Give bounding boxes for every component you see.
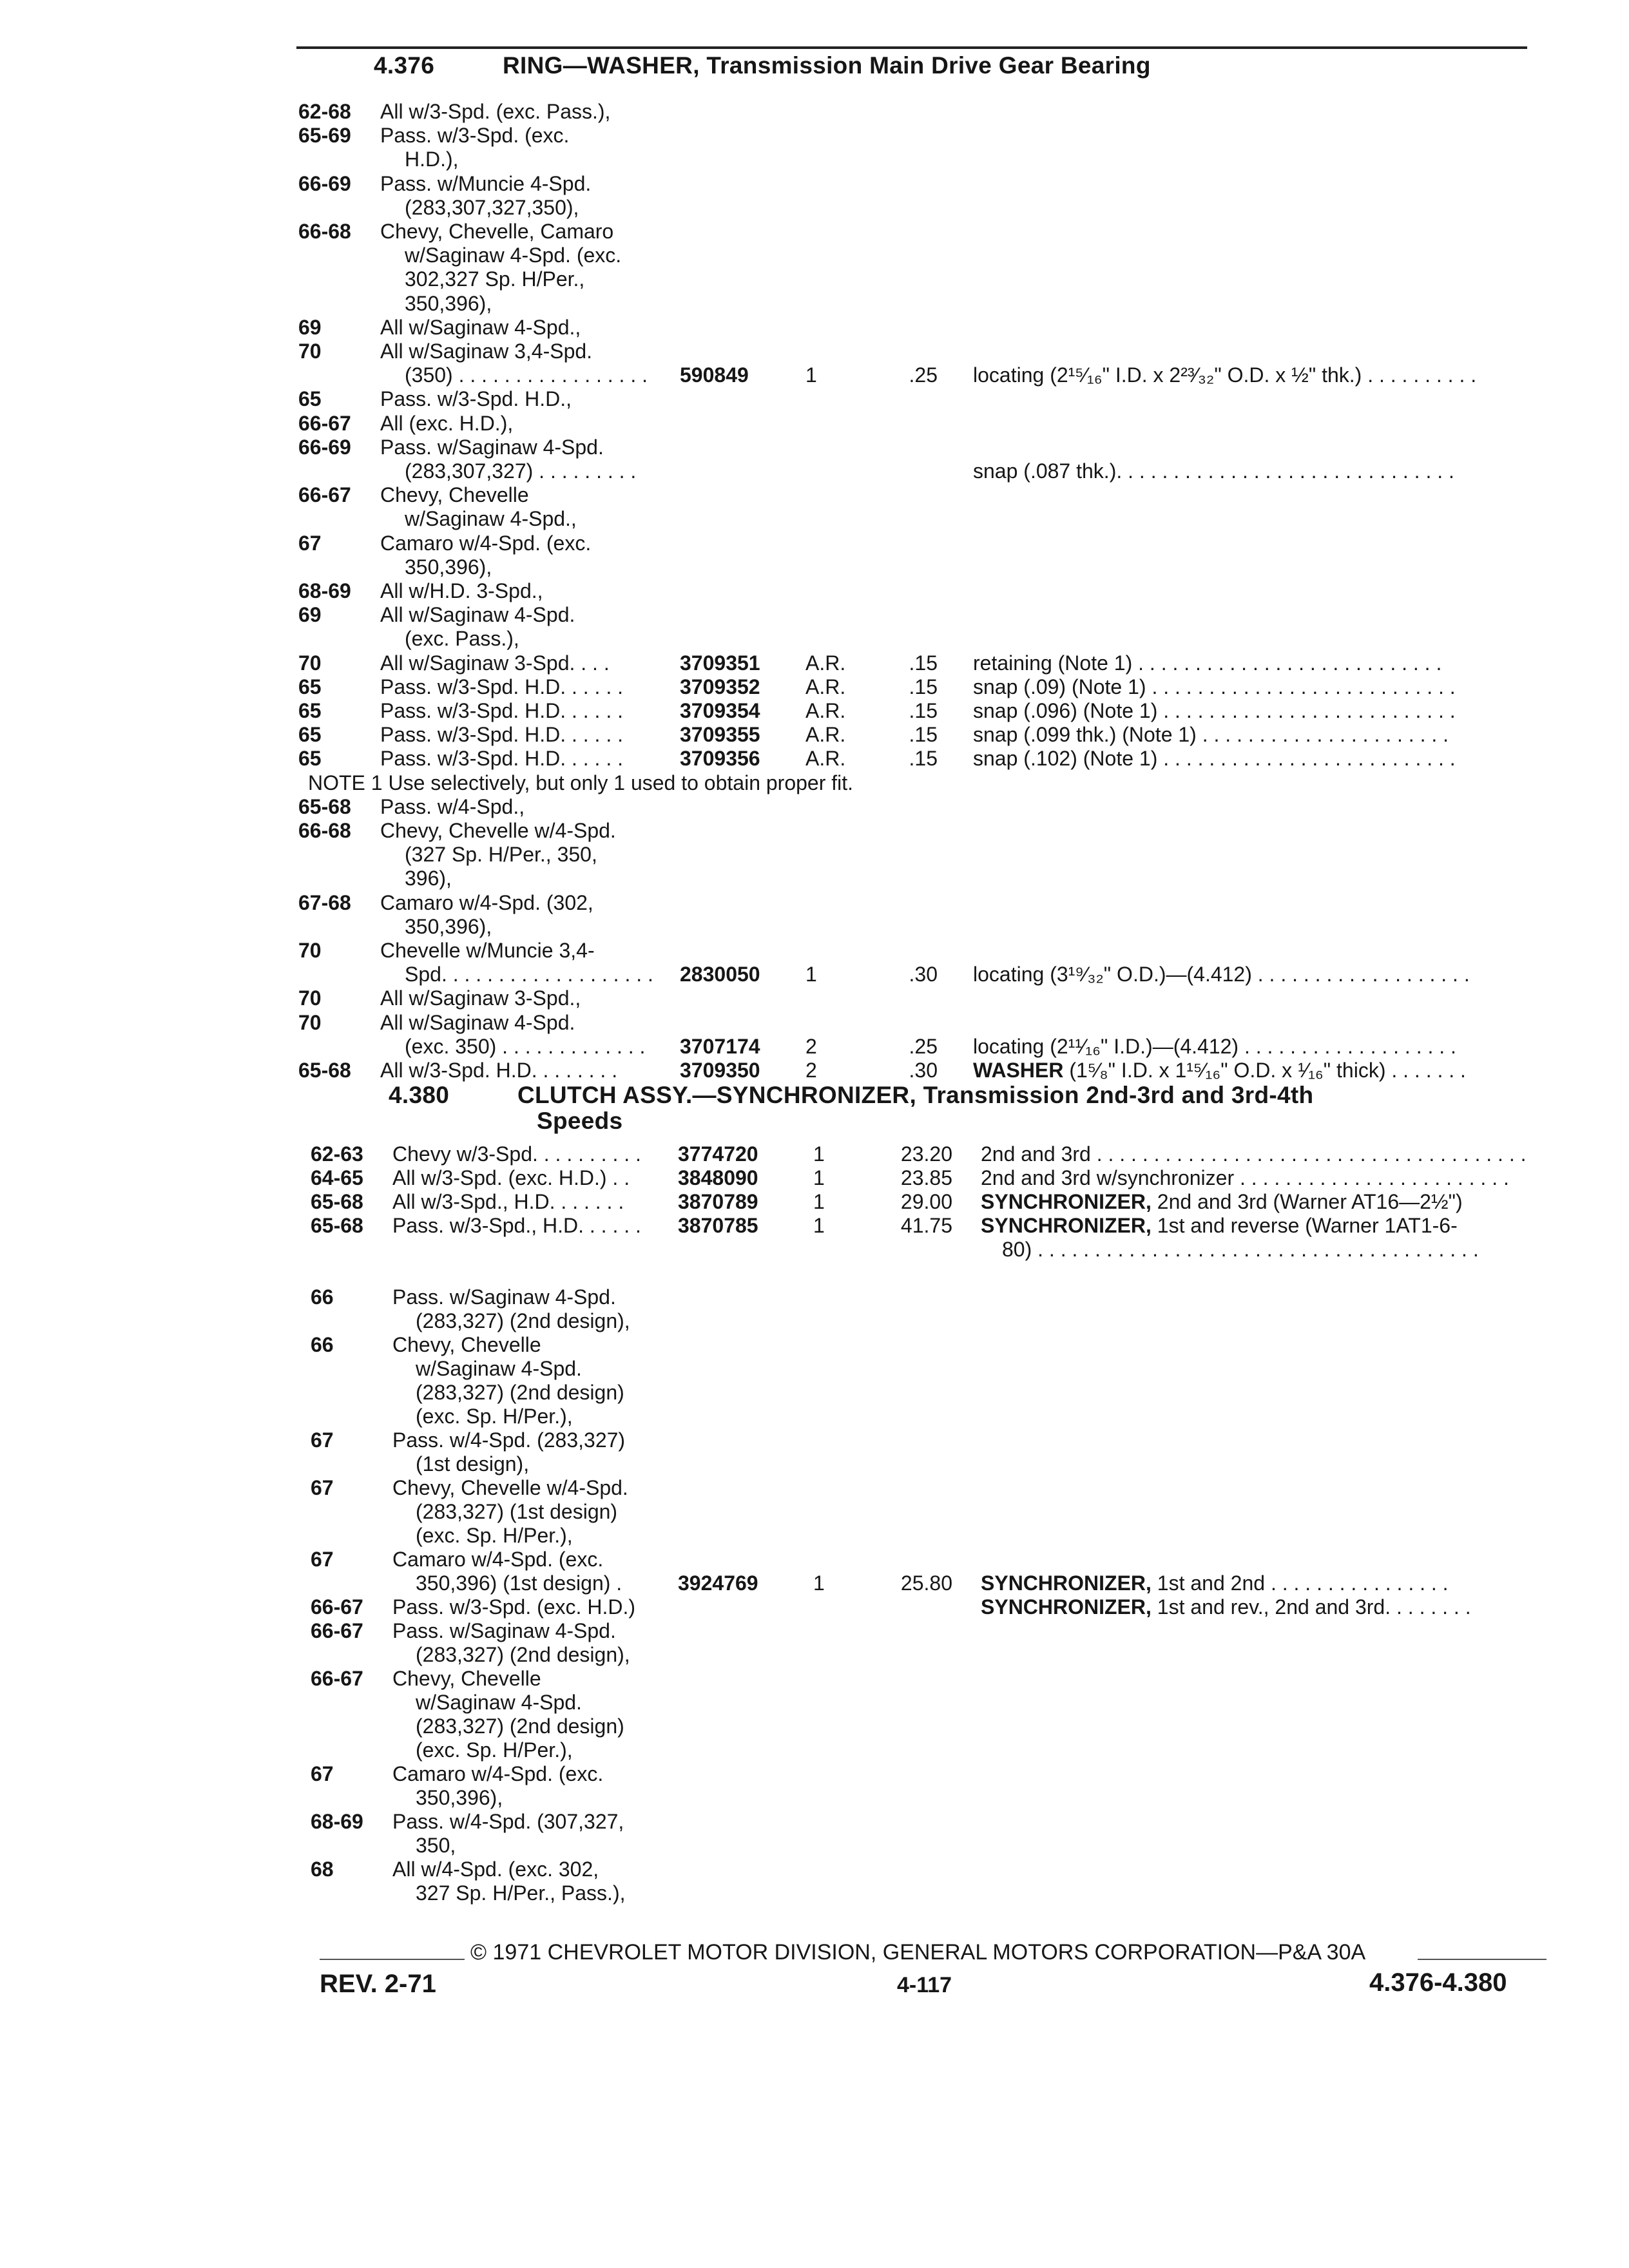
quantity: 2 [805, 1035, 817, 1058]
application-text: w/Saginaw 4-Spd. [416, 1691, 582, 1714]
table-row [0, 100, 1629, 124]
model-years: 66-68 [298, 220, 351, 243]
table-row [0, 220, 1629, 244]
model-years: 65 [298, 387, 322, 410]
footer-rule-left [320, 1959, 465, 1960]
application-text: Chevy, Chevelle [380, 483, 529, 506]
model-years: 65-68 [298, 795, 351, 818]
application-text: Pass. w/Saginaw 4-Spd. [380, 436, 604, 459]
table-row [0, 267, 1629, 291]
part-description [981, 1595, 1471, 1619]
table-row [0, 699, 1629, 723]
table-row [0, 1142, 1629, 1166]
part-description [981, 1190, 1463, 1214]
table-row [0, 867, 1629, 890]
table-row [0, 1619, 1629, 1643]
quantity: A.R. [805, 675, 846, 698]
part-number: 3870789 [678, 1190, 758, 1213]
table-row [0, 124, 1629, 148]
table-row [0, 963, 1629, 986]
application-text: (exc. 350) . . . . . . . . . . . . . [405, 1035, 646, 1058]
application-text: H.D.), [405, 148, 459, 171]
model-years: 70 [298, 1011, 322, 1034]
table-row [0, 1524, 1629, 1548]
application-text: Pass. w/3-Spd. (exc. [380, 124, 570, 147]
part-description [981, 1214, 1458, 1238]
quantity: 1 [805, 363, 817, 387]
table-row [0, 1285, 1629, 1309]
part-number: 3709351 [680, 651, 760, 675]
quantity: 1 [813, 1214, 825, 1237]
table-row [0, 1667, 1629, 1691]
part-description: snap (.09) (Note 1) . . . . . . . . . . . . . . . . . . . . . . . . . . . [973, 675, 1456, 698]
table-row [0, 1738, 1629, 1762]
application-text: 350,396), [405, 915, 492, 938]
quantity: 1 [813, 1571, 825, 1595]
application-text: w/Saginaw 4-Spd., [405, 507, 577, 530]
model-years: 65 [298, 747, 322, 770]
application-text: (1st design), [416, 1452, 530, 1475]
application-text: All (exc. H.D.), [380, 412, 514, 435]
section-number: 4.380 [389, 1082, 450, 1108]
model-years: 66-69 [298, 436, 351, 459]
quantity: 1 [813, 1166, 825, 1189]
price: .30 [909, 1059, 938, 1082]
table-row [0, 1786, 1629, 1810]
part-description: 80) . . . . . . . . . . . . . . . . . . . . . . . . . . . . . . . . . . . . . . . [1002, 1238, 1479, 1261]
price: .25 [909, 1035, 938, 1058]
price: .15 [909, 747, 938, 770]
part-number: 3709352 [680, 675, 760, 698]
table-row [0, 1881, 1629, 1905]
section-range: 4.376-4.380 [1369, 1968, 1507, 1997]
table-row [0, 292, 1629, 316]
application-text: Pass. w/4-Spd. (307,327, [392, 1810, 624, 1833]
application-text: Pass. w/3-Spd., H.D. . . . . . [392, 1214, 641, 1237]
model-years: 65 [298, 723, 322, 746]
application-text: (283,327) (1st design) [416, 1500, 618, 1523]
quantity: 1 [813, 1142, 825, 1166]
table-row [0, 1035, 1629, 1059]
table-row [0, 603, 1629, 627]
table-row [0, 244, 1629, 267]
application-text: 302,327 Sp. H/Per., [405, 267, 585, 291]
application-text: Chevy, Chevelle [392, 1333, 541, 1356]
application-text: (350) . . . . . . . . . . . . . . . . . [405, 363, 648, 387]
table-row [0, 723, 1629, 747]
table-row [0, 363, 1629, 387]
application-text: (exc. Sp. H/Per.), [416, 1524, 573, 1547]
part-description: snap (.096) (Note 1) . . . . . . . . . . . . . . . . . . . . . . . . . . [973, 699, 1456, 722]
model-years: 67 [311, 1548, 334, 1571]
table-row [0, 891, 1629, 915]
table-row [0, 1476, 1629, 1500]
price: .15 [909, 699, 938, 722]
table-row [0, 1571, 1629, 1595]
part-description-text: 1st and rev., 2nd and 3rd. . . . . . . . [1151, 1595, 1471, 1619]
model-years: 67 [311, 1476, 334, 1499]
application-text: Pass. w/Muncie 4-Spd. [380, 172, 592, 195]
application-text: 350,396), [416, 1786, 503, 1809]
table-row [0, 1011, 1629, 1035]
model-years: 66-67 [311, 1667, 363, 1690]
application-text: w/Saginaw 4-Spd. (exc. [405, 244, 622, 267]
part-number: 3848090 [678, 1166, 758, 1189]
price: 29.00 [900, 1190, 952, 1213]
application-text: (327 Sp. H/Per., 350, [405, 843, 597, 866]
table-row [0, 316, 1629, 340]
part-description-text: (1⁵⁄₈" I.D. x 1¹⁵⁄₁₆" O.D. x ¹⁄₁₆" thick) . . . . . . . [1063, 1059, 1466, 1082]
part-description-name: WASHER [973, 1059, 1064, 1082]
application-text: (283,327) (2nd design), [416, 1643, 630, 1666]
model-years: 70 [298, 651, 322, 675]
model-years: 67-68 [298, 891, 351, 914]
application-text: (283,327) (2nd design) [416, 1715, 624, 1738]
part-number: 3709355 [680, 723, 760, 746]
application-text: Chevelle w/Muncie 3,4- [380, 939, 595, 962]
model-years: 67 [298, 532, 322, 555]
model-years: 66 [311, 1333, 334, 1356]
model-years: 66-67 [298, 412, 351, 435]
model-years: 66-68 [298, 819, 351, 842]
model-years: 65-68 [311, 1190, 363, 1213]
model-years: 70 [298, 939, 322, 962]
table-row [0, 1309, 1629, 1333]
section-heading-4-376 [374, 53, 1151, 79]
part-number: 3870785 [678, 1214, 758, 1237]
section-title: RING—WASHER, Transmission Main Drive Gear Bearing [503, 52, 1151, 79]
application-text: (283,307,327,350), [405, 196, 579, 219]
part-number: 2830050 [680, 963, 760, 986]
application-text: Chevy, Chevelle w/4-Spd. [380, 819, 616, 842]
model-years: 69 [298, 603, 322, 626]
table-row [0, 507, 1629, 531]
application-text: 327 Sp. H/Per., Pass.), [416, 1881, 626, 1905]
table-row [0, 1715, 1629, 1738]
table-row [0, 1405, 1629, 1428]
application-text: (exc. Pass.), [405, 627, 519, 650]
part-description-text: 2nd and 3rd (Warner AT16—2½") [1151, 1190, 1463, 1213]
table-row [0, 412, 1629, 436]
application-text: Pass. w/3-Spd. H.D. . . . . . [380, 699, 623, 722]
table-row [0, 915, 1629, 939]
application-text: All w/Saginaw 3-Spd., [380, 986, 581, 1010]
table-row [0, 675, 1629, 699]
price: .15 [909, 723, 938, 746]
model-years: 70 [298, 340, 322, 363]
quantity: 2 [805, 1059, 817, 1082]
application-text: Camaro w/4-Spd. (exc. [392, 1762, 604, 1785]
table-row [0, 436, 1629, 459]
table-row [0, 1548, 1629, 1571]
application-text: Pass. w/3-Spd. (exc. H.D.) [392, 1595, 635, 1619]
table-row [0, 172, 1629, 196]
application-text: (283,327) (2nd design) [416, 1381, 624, 1404]
application-text: Pass. w/Saginaw 4-Spd. [392, 1285, 616, 1309]
table-row [0, 1643, 1629, 1667]
table-row [0, 795, 1629, 819]
model-years: 66-67 [311, 1619, 363, 1642]
model-years: 66-69 [298, 172, 351, 195]
part-description: snap (.102) (Note 1) . . . . . . . . . . . . . . . . . . . . . . . . . . [973, 747, 1456, 770]
part-number: 3707174 [680, 1035, 760, 1058]
table-row [0, 1500, 1629, 1524]
application-text: All w/H.D. 3-Spd., [380, 579, 543, 602]
table-row [0, 387, 1629, 411]
application-text: Chevy, Chevelle w/4-Spd. [392, 1476, 628, 1499]
price: .25 [909, 363, 938, 387]
section-number: 4.376 [374, 52, 435, 79]
application-text: All w/3-Spd. H.D. . . . . . . . [380, 1059, 618, 1082]
price: .15 [909, 651, 938, 675]
application-text: All w/3-Spd., H.D. . . . . . . [392, 1190, 624, 1213]
model-years: 66-67 [298, 483, 351, 506]
table-row [0, 1357, 1629, 1381]
application-text: Pass. w/3-Spd. H.D. . . . . . [380, 675, 623, 698]
table-row [0, 1190, 1629, 1214]
application-text: (exc. Sp. H/Per.), [416, 1405, 573, 1428]
price: .30 [909, 963, 938, 986]
part-number: 3774720 [678, 1142, 758, 1166]
table-row [0, 1762, 1629, 1786]
table-row [0, 986, 1629, 1010]
application-text: All w/4-Spd. (exc. 302, [392, 1858, 599, 1881]
part-number: 3709356 [680, 747, 760, 770]
part-description: locating (3¹⁹⁄₃₂" O.D.)—(4.412) . . . . . . . . . . . . . . . . . . . [973, 963, 1470, 986]
application-text: 350,396) (1st design) . [416, 1571, 622, 1595]
part-description-name: SYNCHRONIZER, [981, 1571, 1152, 1595]
table-row [0, 1238, 1629, 1262]
application-text: 350,396), [405, 292, 492, 315]
table-row [0, 1059, 1629, 1082]
note-text: NOTE 1 Use selectively, but only 1 used to obtain proper fit. [308, 771, 854, 794]
application-text: All w/3-Spd. (exc. Pass.), [380, 100, 611, 123]
revision-label: REV. 2-71 [320, 1970, 436, 1998]
table-row [0, 771, 1629, 795]
table-row [0, 939, 1629, 963]
copyright-line: © 1971 CHEVROLET MOTOR DIVISION, GENERAL MOTORS CORPORATION—P&A 30A [470, 1940, 1366, 1965]
table-row [0, 1452, 1629, 1476]
price: .15 [909, 675, 938, 698]
application-text: Pass. w/4-Spd. (283,327) [392, 1428, 626, 1452]
table-row [0, 1858, 1629, 1881]
quantity: 1 [813, 1190, 825, 1213]
part-description: snap (.087 thk.). . . . . . . . . . . . . . . . . . . . . . . . . . . . . . [973, 459, 1454, 483]
model-years: 66-67 [311, 1595, 363, 1619]
part-number: 3709354 [680, 699, 760, 722]
model-years: 68 [311, 1858, 334, 1881]
part-description: snap (.099 thk.) (Note 1) . . . . . . . . . . . . . . . . . . . . . . [973, 723, 1449, 746]
section-title-continued: Speeds [537, 1108, 623, 1134]
application-text: All w/Saginaw 3,4-Spd. [380, 340, 593, 363]
table-row [0, 483, 1629, 507]
application-text: 350, [416, 1834, 456, 1857]
part-description-name: SYNCHRONIZER, [981, 1214, 1152, 1237]
part-number: 3709350 [680, 1059, 760, 1082]
application-text: Camaro w/4-Spd. (302, [380, 891, 593, 914]
table-row [0, 843, 1629, 867]
quantity: A.R. [805, 723, 846, 746]
table-row [0, 459, 1629, 483]
table-row [0, 1214, 1629, 1238]
table-row [0, 1262, 1629, 1285]
table-row [0, 196, 1629, 220]
section-heading-4-380 [389, 1082, 1313, 1134]
table-row [0, 747, 1629, 771]
part-description: locating (2¹⁵⁄₁₆" I.D. x 2²³⁄₃₂" O.D. x ½" thk.) . . . . . . . . . . [973, 363, 1477, 387]
section-title: CLUTCH ASSY.—SYNCHRONIZER, Transmission 2nd-3rd and 3rd-4th [517, 1082, 1314, 1108]
model-years: 69 [298, 316, 322, 339]
page-number: 4-117 [897, 1973, 952, 1997]
model-years: 67 [311, 1762, 334, 1785]
application-text: All w/3-Spd. (exc. H.D.) . . [392, 1166, 630, 1189]
application-text: Pass. w/3-Spd. H.D. . . . . . [380, 747, 623, 770]
application-text: Chevy w/3-Spd. . . . . . . . . . [392, 1142, 641, 1166]
part-description: 2nd and 3rd w/synchronizer . . . . . . . . . . . . . . . . . . . . . . . . [981, 1166, 1509, 1189]
table-row [0, 555, 1629, 579]
application-text: Pass. w/3-Spd. H.D. . . . . . [380, 723, 623, 746]
table-row [0, 532, 1629, 555]
part-number: 3924769 [678, 1571, 758, 1595]
price: 23.20 [900, 1142, 952, 1166]
part-description-name: SYNCHRONIZER, [981, 1190, 1152, 1213]
model-years: 65-69 [298, 124, 351, 147]
table-row [0, 1810, 1629, 1834]
part-description-text: 1st and reverse (Warner 1AT1-6- [1151, 1214, 1458, 1237]
part-description [973, 1059, 1466, 1082]
model-years: 66 [311, 1285, 334, 1309]
application-text: (exc. Sp. H/Per.), [416, 1738, 573, 1762]
table-row [0, 1834, 1629, 1858]
application-text: Spd. . . . . . . . . . . . . . . . . . . [405, 963, 653, 986]
application-text: Pass. w/4-Spd., [380, 795, 525, 818]
application-text: 350,396), [405, 555, 492, 579]
table-row [0, 148, 1629, 171]
model-years: 62-63 [311, 1142, 363, 1166]
model-years: 68-69 [311, 1810, 363, 1833]
application-text: Chevy, Chevelle [392, 1667, 541, 1690]
price: 23.85 [900, 1166, 952, 1189]
table-row [0, 1381, 1629, 1405]
price: 25.80 [900, 1571, 952, 1595]
top-rule [296, 46, 1527, 49]
part-description-text: 1st and 2nd . . . . . . . . . . . . . . . . [1151, 1571, 1449, 1595]
application-text: All w/Saginaw 4-Spd. [380, 1011, 575, 1034]
table-row [0, 1166, 1629, 1190]
part-description-name: SYNCHRONIZER, [981, 1595, 1152, 1619]
model-years: 64-65 [311, 1166, 363, 1189]
part-description [981, 1571, 1449, 1595]
quantity: A.R. [805, 651, 846, 675]
model-years: 68-69 [298, 579, 351, 602]
application-text: Pass. w/3-Spd. H.D., [380, 387, 572, 410]
table-row [0, 1333, 1629, 1357]
table-row [0, 651, 1629, 675]
part-number: 590849 [680, 363, 749, 387]
application-text: 396), [405, 867, 452, 890]
application-text: Pass. w/Saginaw 4-Spd. [392, 1619, 616, 1642]
quantity: A.R. [805, 747, 846, 770]
application-text: Chevy, Chevelle, Camaro [380, 220, 614, 243]
application-text: Camaro w/4-Spd. (exc. [392, 1548, 604, 1571]
model-years: 62-68 [298, 100, 351, 123]
application-text: (283,327) (2nd design), [416, 1309, 630, 1332]
footer-rule-right [1418, 1959, 1547, 1960]
table-row [0, 579, 1629, 603]
model-years: 67 [311, 1428, 334, 1452]
application-text: w/Saginaw 4-Spd. [416, 1357, 582, 1380]
quantity: A.R. [805, 699, 846, 722]
table-row [0, 1595, 1629, 1619]
part-description: locating (2¹¹⁄₁₆" I.D.)—(4.412) . . . . . . . . . . . . . . . . . . . [973, 1035, 1456, 1058]
model-years: 65 [298, 675, 322, 698]
application-text: Camaro w/4-Spd. (exc. [380, 532, 592, 555]
price: 41.75 [900, 1214, 952, 1237]
table-row [0, 819, 1629, 843]
part-description: 2nd and 3rd . . . . . . . . . . . . . . . . . . . . . . . . . . . . . . . . . . . . . . [981, 1142, 1527, 1166]
application-text: (283,307,327) . . . . . . . . . [405, 459, 637, 483]
application-text: All w/Saginaw 3-Spd. . . . [380, 651, 610, 675]
model-years: 65 [298, 699, 322, 722]
model-years: 70 [298, 986, 322, 1010]
table-row [0, 340, 1629, 363]
application-text: All w/Saginaw 4-Spd. [380, 603, 575, 626]
model-years: 65-68 [311, 1214, 363, 1237]
application-text: All w/Saginaw 4-Spd., [380, 316, 581, 339]
table-row [0, 1428, 1629, 1452]
table-row [0, 627, 1629, 651]
part-description: retaining (Note 1) . . . . . . . . . . . . . . . . . . . . . . . . . . . [973, 651, 1442, 675]
quantity: 1 [805, 963, 817, 986]
table-row [0, 1691, 1629, 1715]
model-years: 65-68 [298, 1059, 351, 1082]
